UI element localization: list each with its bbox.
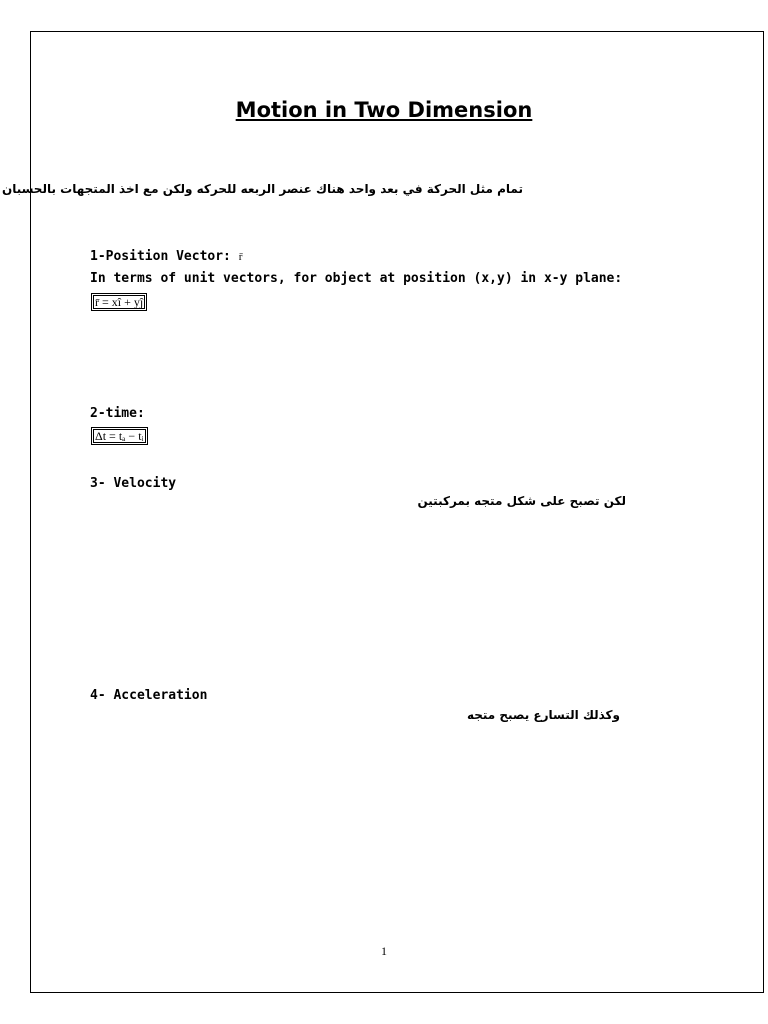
document-title: Motion in Two Dimension	[235, 98, 533, 122]
velocity-note-arabic: لكن تصبح على شكل متجه بمركبتين	[417, 494, 626, 508]
acceleration-note-arabic: وكذلك التسارع يصبح متجه	[466, 708, 620, 722]
position-vector-heading	[90, 249, 242, 264]
position-vector-label: 1-Position Vector:	[90, 249, 231, 264]
time-equation: Δt = tₐ − tᵢ	[91, 427, 148, 445]
acceleration-heading: 4- Acceleration	[90, 688, 208, 703]
time-heading: 2-time:	[90, 406, 145, 421]
page-number: 1	[381, 944, 387, 958]
intro-arabic-text: تمام مثل الحركة في بعد واحد هناك عنصر الربعه للحركه ولكن مع اخذ المتجهات بالحسبان	[1, 182, 523, 196]
position-equation: r̄ = xî + yĵ	[91, 293, 147, 311]
unit-vector-description: In terms of unit vectors, for object at position (x,y) in x-y plane:	[90, 271, 623, 286]
page-border	[30, 31, 764, 993]
position-vector-symbol: r̄	[238, 251, 243, 263]
velocity-heading: 3- Velocity	[90, 476, 177, 491]
